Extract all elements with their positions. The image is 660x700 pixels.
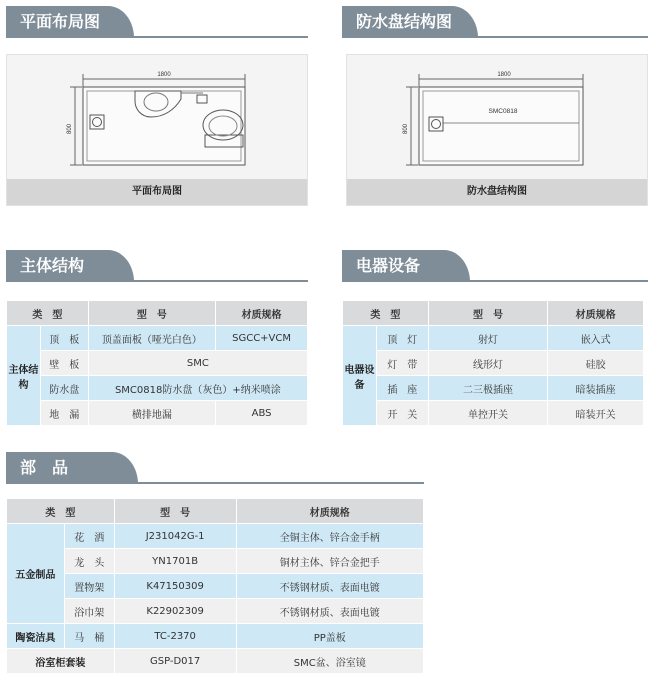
floor-plan-title: 平面布局图 — [6, 6, 134, 38]
tray-title: 防水盘结构图 — [342, 6, 478, 38]
floor-plan-header — [6, 6, 308, 38]
divider — [6, 280, 308, 282]
model-cell: GSP-D017 — [114, 649, 236, 674]
header-model: 型 号 — [428, 301, 548, 326]
header-model: 型 号 — [88, 301, 215, 326]
type-cell: 开 关 — [376, 401, 428, 426]
type-cell: 防水盘 — [40, 376, 88, 401]
table-row — [7, 376, 308, 401]
header-spec: 材质规格 — [236, 499, 423, 524]
table-row — [7, 599, 424, 624]
category-cell: 电器设备 — [343, 326, 377, 426]
table-header-row — [343, 301, 644, 326]
model-cell: J231042G-1 — [114, 524, 236, 549]
tray-model-label: SMC0818 — [488, 108, 518, 115]
divider — [6, 36, 308, 38]
tray-header — [342, 6, 648, 38]
table-row — [7, 624, 424, 649]
table-row — [7, 524, 424, 549]
model-cell: K22902309 — [114, 599, 236, 624]
model-cell: 线形灯 — [428, 351, 548, 376]
type-cell: 置物架 — [64, 574, 114, 599]
model-cell: SMC — [88, 351, 307, 376]
divider — [342, 36, 648, 38]
table-row — [7, 351, 308, 376]
table-row — [7, 649, 424, 674]
width-dimension: 1800 — [497, 72, 511, 78]
structure-table — [6, 300, 308, 426]
parts-header — [6, 452, 424, 484]
electrical-table — [342, 300, 644, 426]
type-cell: 花 洒 — [64, 524, 114, 549]
table-row — [7, 574, 424, 599]
header-model: 型 号 — [114, 499, 236, 524]
type-cell: 插 座 — [376, 376, 428, 401]
spec-cell: 不锈钢材质、表面电镀 — [236, 599, 423, 624]
table-header-row — [7, 301, 308, 326]
structure-title: 主体结构 — [6, 250, 134, 282]
tray-panel — [346, 54, 648, 206]
spec-cell: 全铜主体、锌合金手柄 — [236, 524, 423, 549]
spec-cell: PP盖板 — [236, 624, 423, 649]
tray-drawing — [347, 55, 649, 181]
divider — [6, 482, 424, 484]
parts-table — [6, 498, 424, 674]
type-cell: 灯 带 — [376, 351, 428, 376]
height-dimension: 800 — [67, 123, 73, 135]
table-row — [343, 376, 644, 401]
table-row — [343, 326, 644, 351]
table-header-row — [7, 499, 424, 524]
spec-cell: SGCC+VCM — [216, 326, 308, 351]
category-cell: 陶瓷洁具 — [7, 624, 65, 649]
type-cell: 壁 板 — [40, 351, 88, 376]
electrical-header — [342, 250, 648, 282]
spec-cell: 铜材主体、锌合金把手 — [236, 549, 423, 574]
category-cell: 主体结构 — [7, 326, 41, 426]
model-cell: 横排地漏 — [88, 401, 215, 426]
height-dimension: 800 — [403, 123, 409, 135]
header-type: 类 型 — [7, 499, 115, 524]
parts-title: 部 品 — [6, 452, 138, 484]
model-cell: K47150309 — [114, 574, 236, 599]
type-cell: 地 漏 — [40, 401, 88, 426]
spec-cell: 不锈钢材质、表面电镀 — [236, 574, 423, 599]
table-row — [343, 351, 644, 376]
spec-cell: 暗装开关 — [548, 401, 644, 426]
type-cell: 顶 板 — [40, 326, 88, 351]
divider — [342, 280, 648, 282]
table-row — [7, 326, 308, 351]
spec-cell: 嵌入式 — [548, 326, 644, 351]
type-cell: 龙 头 — [64, 549, 114, 574]
header-type: 类 型 — [343, 301, 429, 326]
structure-header — [6, 250, 308, 282]
model-cell: TC-2370 — [114, 624, 236, 649]
model-cell: SMC0818防水盘（灰色）+纳米喷涂 — [88, 376, 307, 401]
category-cell: 五金制品 — [7, 524, 65, 624]
header-spec: 材质规格 — [216, 301, 308, 326]
spec-cell: ABS — [216, 401, 308, 426]
spec-cell: SMC盆、浴室镜 — [236, 649, 423, 674]
width-dimension: 1800 — [157, 72, 171, 78]
category-cell: 浴室柜套装 — [7, 649, 115, 674]
model-cell: 单控开关 — [428, 401, 548, 426]
header-type: 类 型 — [7, 301, 89, 326]
model-cell: YN1701B — [114, 549, 236, 574]
tray-caption: 防水盘结构图 — [347, 179, 647, 205]
model-cell: 顶盖面板（哑光白色） — [88, 326, 215, 351]
type-cell: 马 桶 — [64, 624, 114, 649]
model-cell: 二三极插座 — [428, 376, 548, 401]
floor-plan-drawing — [7, 55, 309, 181]
table-row — [7, 549, 424, 574]
header-spec: 材质规格 — [548, 301, 644, 326]
floor-plan-caption: 平面布局图 — [7, 179, 307, 205]
spec-cell: 硅胶 — [548, 351, 644, 376]
electrical-title: 电器设备 — [342, 250, 470, 282]
table-row — [7, 401, 308, 426]
type-cell: 浴巾架 — [64, 599, 114, 624]
model-cell: 射灯 — [428, 326, 548, 351]
spec-cell: 暗装插座 — [548, 376, 644, 401]
type-cell: 顶 灯 — [376, 326, 428, 351]
table-row — [343, 401, 644, 426]
floor-plan-panel — [6, 54, 308, 206]
